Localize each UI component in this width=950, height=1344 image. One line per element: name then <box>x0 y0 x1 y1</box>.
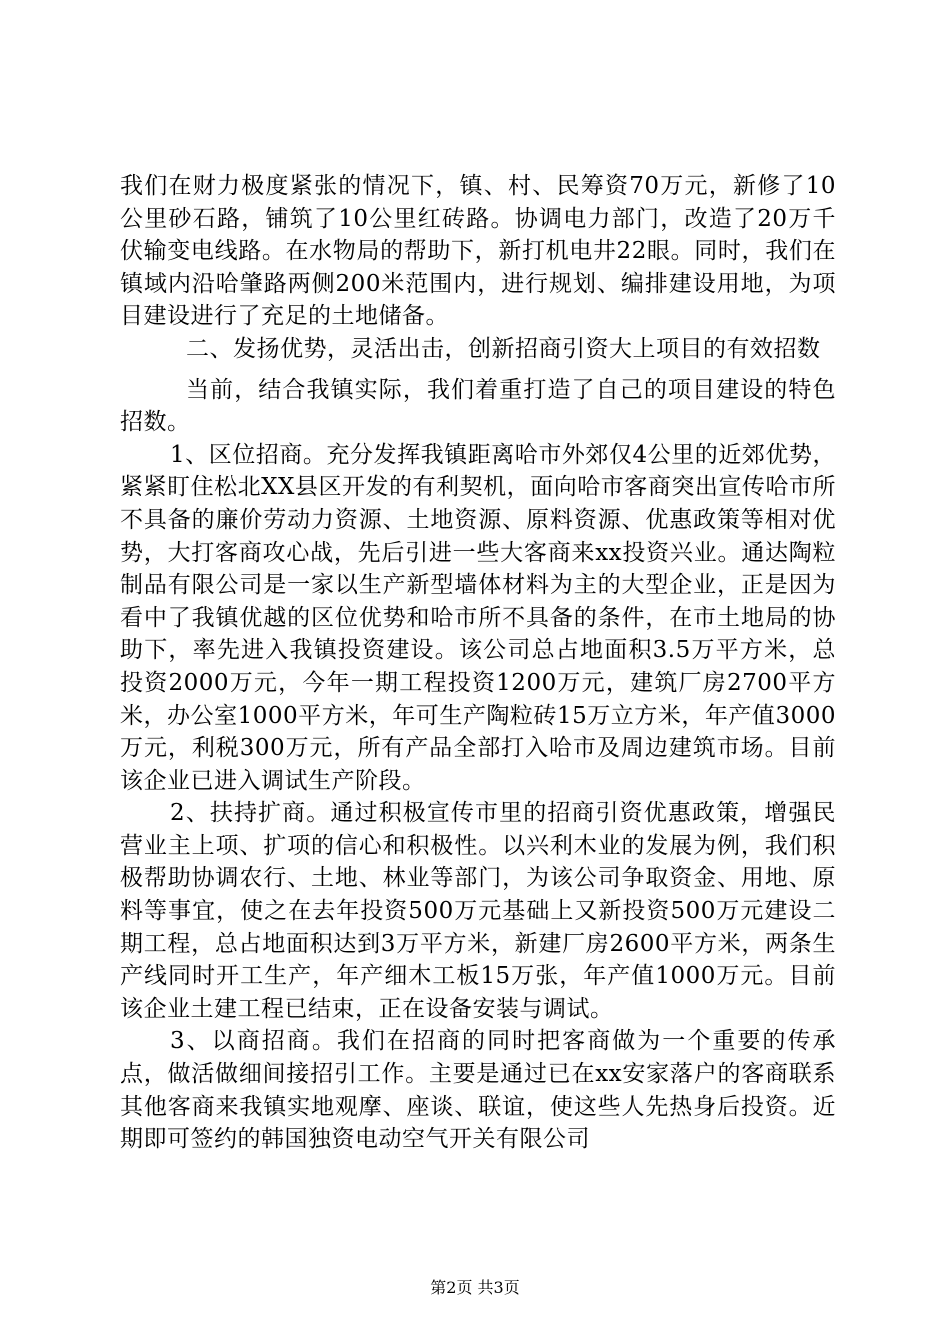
paragraph-infrastructure: 我们在财力极度紧张的情况下，镇、村、民筹资70万元，新修了10公里砂石路，铺筑了10公里红砖路。协调电力部门，改造了20万千伏输变电线路。在水物局的帮助下，新打机电井22眼。同时，我们在镇域内沿哈肇路两侧200米范围内，进行规划、编排建设用地，为项目建设进行了充足的土地储备。 <box>120 173 836 330</box>
section-heading-2: 二、发扬优势，灵活出击，创新招商引资大上项目的有效招数 <box>186 335 821 362</box>
paragraph-support-expansion: 2、扶持扩商。通过积极宣传市里的招商引资优惠政策，增强民营业主上项、扩项的信心和积极性。以兴利木业的发展为例，我们积极帮助协调农行、土地、林业等部门，为该公司争取资金、用地、原料等事宜，使之在去年投资500万元基础上又新投资500万元建设二期工程，总占地面积达到3万平方米，新建厂房2600平方米，两条生产线同时开工生产，年产细木工板15万张，年产值1000万元。目前该企业土建工程已结束，正在设备安装与调试。 <box>120 800 836 1022</box>
paragraph-location-investment: 1、区位招商。充分发挥我镇距离哈市外郊仅4公里的近郊优势，紧紧盯住松北XX县区开发的有利契机，面向哈市客商突出宣传哈市所不具备的廉价劳动力资源、土地资源、原料资源、优惠政策等相对优势，大打客商攻心战，先后引进一些大客商来xx投资兴业。通达陶粒制品有限公司是一家以生产新型墙体材料为主的大型企业，正是因为看中了我镇优越的区位优势和哈市所不具备的条件，在市土地局的协助下，率先进入我镇投资建设。该公司总占地面积3.5万平方米，总投资2000万元，今年一期工程投资1200万元，建筑厂房2700平方米，办公室1000平方米，年可生产陶粒砖15万立方米，年产值3000万元，利税300万元，所有产品全部打入哈市及周边建筑市场。目前该企业已进入调试生产阶段。 <box>120 441 836 794</box>
document-body <box>120 170 836 1156</box>
paragraph-business-attraction: 3、以商招商。我们在招商的同时把客商做为一个重要的传承点，做活做细间接招引工作。主要是通过已在xx安家落户的客商联系其他客商来我镇实地观摩、座谈、联谊，使这些人先热身后投资。近期即可签约的韩国独资电动空气开关有限公司 <box>120 1028 836 1153</box>
page-number: 第2页 共3页 <box>430 1278 520 1297</box>
paragraph-intro: 当前，结合我镇实际，我们着重打造了自己的项目建设的特色招数。 <box>120 376 836 436</box>
